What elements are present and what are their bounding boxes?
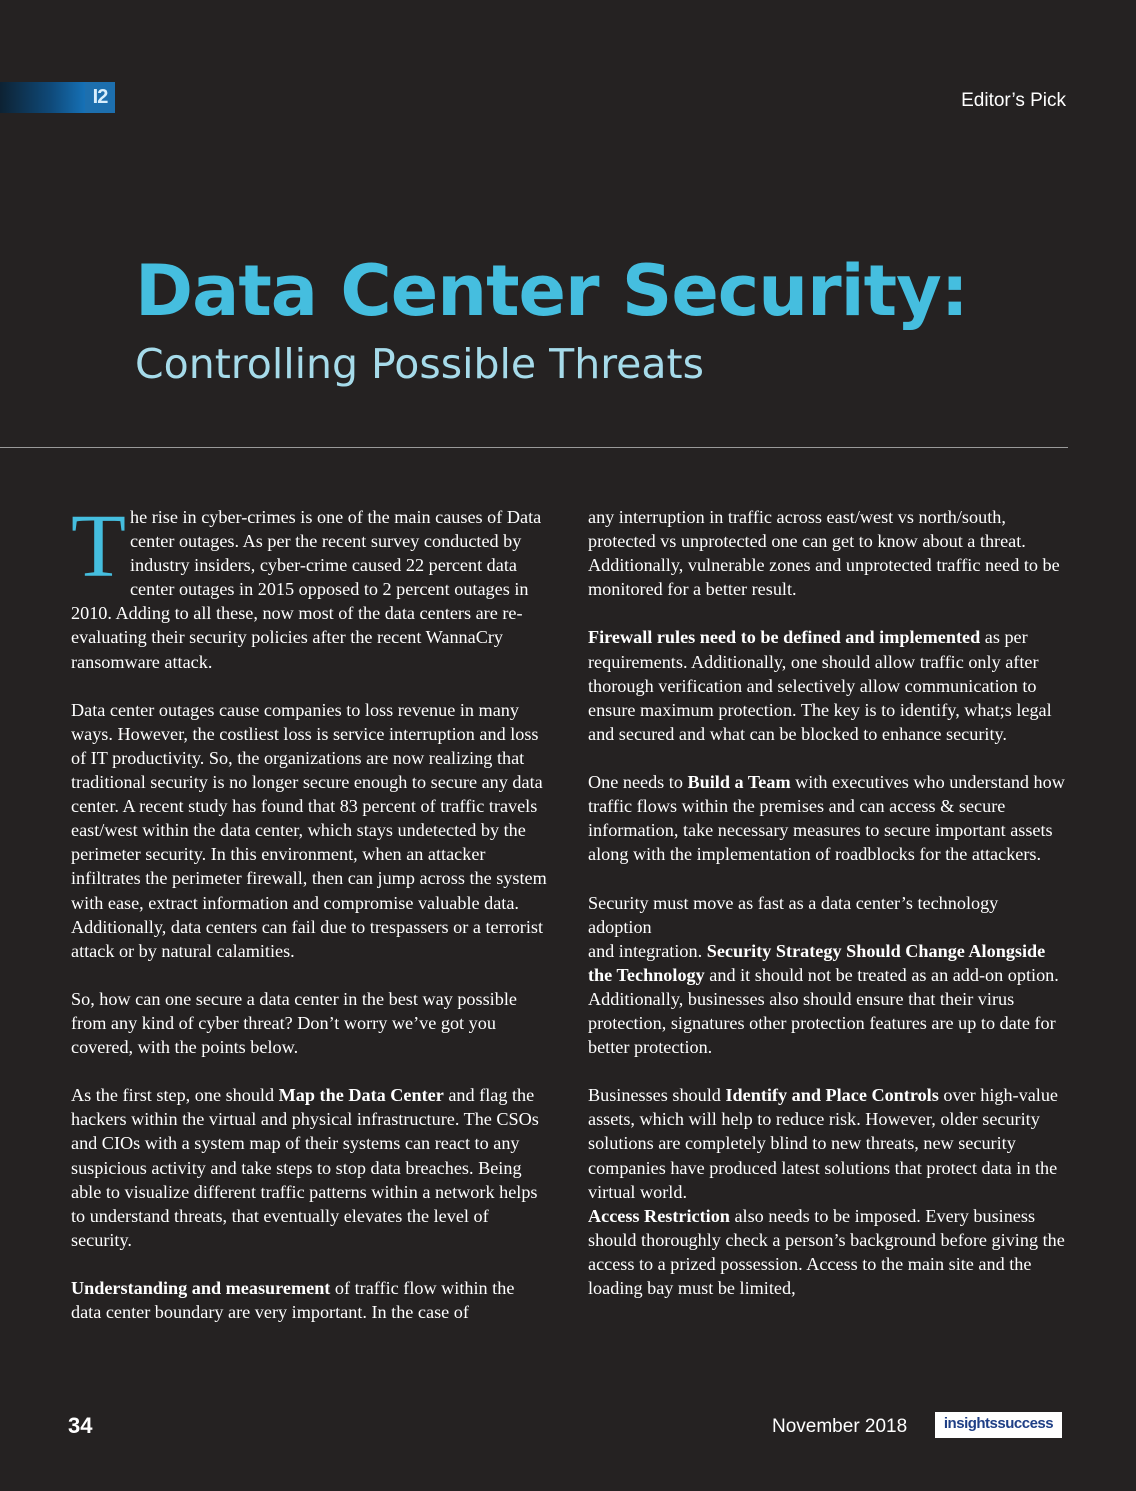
paragraph — [71, 1276, 549, 1324]
bold-phrase: Identify and Place Controls — [725, 1085, 939, 1106]
paragraph-text: and integration. — [588, 940, 707, 961]
bold-phrase: Firewall rules need to be defined and implemented — [588, 627, 981, 648]
magazine-logo: I2 — [85, 82, 115, 113]
bold-phrase: Security Strategy Should Change Alongside the Technology — [588, 940, 1046, 985]
paragraph-text: as per requirements. Additionally, one should allow traffic only after thorough verification and selectively allow communication to ensure maximum protection. The key is to identify, what;s legal and secured and what can be blocked to enhance security. — [588, 627, 1052, 744]
bold-phrase: Build a Team — [687, 772, 791, 793]
bold-phrase: Understanding and measurement — [71, 1278, 331, 1298]
paragraph: So, how can one secure a data center in the best way possible from any kind of cyber threat? Don’t worry we’ve got you covered, with the points below. — [71, 988, 517, 1058]
paragraph — [588, 1083, 1066, 1203]
article-column-left — [71, 497, 549, 1348]
header-accent-bar — [0, 82, 86, 113]
paragraph-text: also needs to be imposed. Every business should thoroughly check a person’s background before giving the access to a prized possession. Access to the main site and the loading bay must be limited, — [588, 1205, 1065, 1298]
page-number: 34 — [68, 1413, 93, 1438]
paragraph-text: he rise in cyber-crimes is one of the main causes of Data center outages. As per the recent survey conducted by industry insiders, cyber-crime caused 22 percent data center outages in 2015 opposed to 2 percent outages in 2010. Adding to all these, now most of the data centers are re-evaluating their security policies after the recent WannaCry ransomware attack. — [71, 507, 542, 672]
article-title: Data Center Security: — [135, 250, 968, 332]
paragraph-text: over high-value assets, which will help to reduce risk. However, older security solutions are completely blind to new threats, new security companies have produced latest solutions that protect data in the virtual world. — [588, 1085, 1058, 1202]
paragraph-text: Businesses should — [588, 1085, 726, 1106]
article-column-right — [588, 505, 1066, 1324]
paragraph: Data center outages cause companies to loss revenue in many ways. However, the costliest loss is service interruption and loss of IT productivity. So, the organizations are now realizing that traditional security is no longer secure enough to secure any data center. A recent study has found that 83 percent of traffic travels east/west within the data center, which stays undetected by the perimeter security. In this environment, when an attacker infiltrates the perimeter firewall, then can jump across the system with ease, extract information and compromise valuable data. Additionally, data centers can fail due to trespassers or a terrorist attack or by natural calamities. — [71, 699, 547, 961]
article-subtitle: Controlling Possible Threats — [135, 340, 704, 388]
title-divider — [0, 447, 1068, 448]
paragraph — [588, 770, 1066, 866]
bold-phrase: Access Restriction — [588, 1205, 730, 1226]
paragraph — [71, 1083, 549, 1252]
paragraph-text: of traffic flow within the data center boundary are very important. In the case of — [71, 1278, 515, 1323]
paragraph — [588, 891, 1066, 1060]
paragraph-text: As the first step, one should — [71, 1085, 279, 1106]
paragraph — [588, 625, 1066, 745]
paragraph-text: Security must move as fast as a data center’s technology adoption — [588, 892, 999, 937]
paragraph — [588, 1204, 1066, 1300]
paragraph-text: One needs to — [588, 772, 688, 793]
paragraph-text: with executives who understand how traffic flows within the premises and can access & secure information, take necessary measures to secure important assets along with the implementation of roadblocks for the attackers. — [588, 772, 1065, 865]
paragraph — [71, 497, 549, 674]
drop-cap: T — [71, 497, 126, 596]
paragraph-text: and it should not be treated as an add-on option. Additionally, businesses also should ensure that their virus protection, signatures other protection features are up to date for better protection. — [588, 964, 1059, 1058]
paragraph-text: and flag the hackers within the virtual and physical infrastructure. The CSOs and CIOs with a system map of their systems can react to any suspicious activity and take steps to stop data breaches. Being able to visualize different traffic patterns within a network helps to understand threats, that eventually elevates the level of security. — [71, 1085, 539, 1250]
paragraph: any interruption in traffic across east/west vs north/south, protected vs unprotected one can get to know about a threat. Additionally, vulnerable zones and unprotected traffic need to be monitored for a better result. — [588, 507, 1060, 600]
section-label: Editor’s Pick — [961, 90, 1066, 111]
brand-logo: insightssuccess — [935, 1412, 1062, 1438]
bold-phrase: Map the Data Center — [278, 1085, 444, 1106]
issue-date: November 2018 — [772, 1416, 908, 1437]
